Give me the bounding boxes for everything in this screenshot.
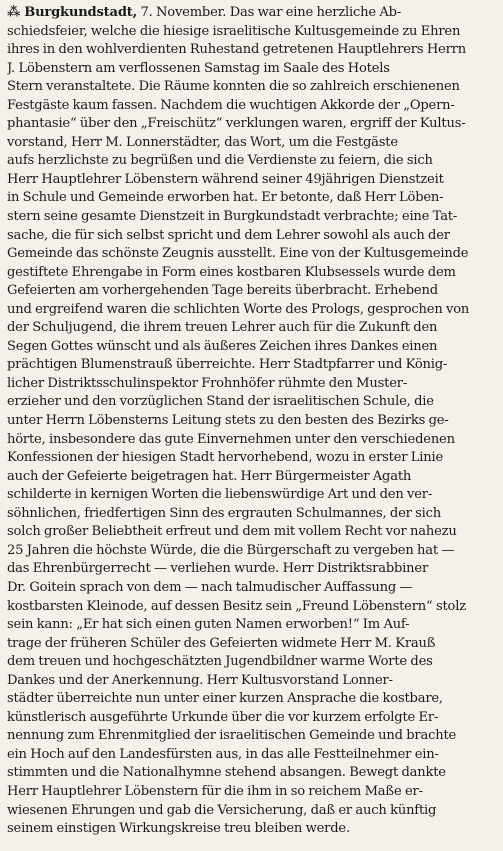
- dateline-place: Burgkundstadt,: [24, 5, 137, 20]
- text-line: Segen Gottes wünscht und als äußeres Zeichen ihres Dankes einen: [7, 338, 438, 354]
- text-line: nennung zum Ehrenmitglied der israelitischen Gemeinde und brachte: [7, 728, 457, 744]
- text-line: sache, die für sich selbst spricht und dem Lehrer sowohl als auch der: [7, 227, 450, 243]
- text-line: unter Herrn Löbensterns Leitung stets zu den besten des Bezirks ge-: [7, 413, 449, 429]
- text-line: stern seine gesamte Dienstzeit in Burgkundstadt verbrachte; eine Tat-: [7, 209, 458, 225]
- text-line: solch großer Beliebtheit erfreut und dem mit vollem Recht vor nahezu: [7, 524, 457, 540]
- text-line: in Schule und Gemeinde erworben hat. Er betonte, daß Herr Löben-: [7, 190, 444, 206]
- text-line: künstlerisch ausgeführte Urkunde über die vor kurzem erfolgte Er-: [7, 709, 439, 725]
- text-line: schilderte in kernigen Worten die liebenswürdige Art und den ver-: [7, 487, 433, 503]
- text-line: vorstand, Herr M. Lonnerstädter, das Wort, um die Festgäste: [7, 134, 398, 150]
- text-line: Festgäste kaum fassen. Nachdem die wuchtigen Akkorde der „Opern-: [7, 97, 455, 113]
- text-line: Herr Hauptlehrer Löbenstern während seiner 49jährigen Dienstzeit: [7, 171, 444, 187]
- text-line: Dr. Goitein sprach von dem — nach talmudischer Auffassung —: [7, 579, 413, 595]
- text-line: kostbarsten Kleinode, auf dessen Besitz sein „Freund Löbenstern“ stolz: [7, 598, 466, 614]
- text-line: trage der früheren Schüler des Gefeierten widmete Herr M. Krauß: [7, 635, 436, 651]
- text-line: der Schuljugend, die ihrem treuen Lehrer auch für die Zukunft den: [7, 320, 438, 336]
- text-line: auch der Gefeierte beigetragen hat. Herr Bürgermeister Agath: [7, 468, 412, 484]
- text-line: ein Hoch auf den Landesfürsten aus, in das alle Festteilnehmer ein-: [7, 746, 439, 762]
- text-line: söhnlichen, friedfertigen Sinn des ergrauten Schulmannes, der sich: [7, 505, 442, 521]
- article-first-line: [7, 4, 499, 23]
- text-line: hörte, insbesondere das gute Einvernehmen unter den verschiedenen: [7, 431, 455, 447]
- section-mark: ⁂: [7, 5, 21, 20]
- text-line: stimmten und die Nationalhymne stehend absangen. Bewegt dankte: [7, 765, 446, 781]
- text-line: Das war eine herzliche Ab-: [229, 5, 402, 20]
- text-line: seinem einstigen Wirkungskreise treu bleiben werde.: [7, 821, 350, 837]
- article-text: [7, 4, 499, 839]
- dateline-date: 7. November.: [140, 5, 227, 20]
- text-line: Konfessionen der hiesigen Stadt hervorhebend, wozu in erster Linie: [7, 450, 444, 466]
- text-line: aufs herzlichste zu begrüßen und die Verdienste zu feiern, die sich: [7, 153, 433, 169]
- text-line: städter überreichte nun unter einer kurzen Ansprache die kostbare,: [7, 691, 443, 707]
- text-line: Herr Hauptlehrer Löbenstern für die ihm in so reichem Maße er-: [7, 783, 423, 799]
- text-line: phantasie“ über den „Freischütz“ verklungen waren, ergriff der Kultus-: [7, 116, 466, 132]
- text-line: Gefeierten am vorhergehenden Tage bereits überbracht. Erhebend: [7, 283, 438, 299]
- text-line: prächtigen Blumenstrauß überreichte. Herr Stadtpfarrer und König-: [7, 357, 448, 373]
- text-line: und ergreifend waren die schlichten Worte des Prologs, gesprochen von: [7, 301, 470, 317]
- text-line: das Ehrenbürgerrecht — verliehen wurde. Herr Distriktsrabbiner: [7, 561, 429, 577]
- text-line: erzieher und den vorzüglichen Stand der israelitischen Schule, die: [7, 394, 434, 410]
- text-line: gestiftete Ehrengabe in Form eines kostbaren Klubsessels wurde dem: [7, 264, 456, 280]
- text-line: sein kann: „Er hat sich einen guten Namen erworben!“ Im Auf-: [7, 617, 410, 633]
- text-line: dem treuen und hochgeschätzten Jugendbildner warme Worte des: [7, 654, 433, 670]
- text-line: Stern veranstaltete. Die Räume konnten die so zahlreich erschienenen: [7, 79, 460, 95]
- text-line: schiedsfeier, welche die hiesige israelitische Kultusgemeinde zu Ehren: [7, 23, 461, 39]
- text-line: wiesenen Ehrungen und gab die Versicherung, daß er auch künftig: [7, 802, 437, 818]
- text-line: licher Distriktsschulinspektor Frohnhöfer rühmte den Muster-: [7, 375, 408, 391]
- text-line: Gemeinde das schönste Zeugnis ausstellt. Eine von der Kultusgemeinde: [7, 246, 469, 262]
- text-line: J. Löbenstern am verflossenen Samstag im Saale des Hotels: [7, 60, 390, 76]
- text-line: 25 Jahren die höchste Würde, die die Bürgerschaft zu vergeben hat —: [7, 542, 455, 558]
- text-line: ihres in den wohlverdienten Ruhestand getretenen Hauptlehrers Herrn: [7, 42, 466, 58]
- text-line: Dankes und der Anerkennung. Herr Kultusvorstand Lonner-: [7, 672, 393, 688]
